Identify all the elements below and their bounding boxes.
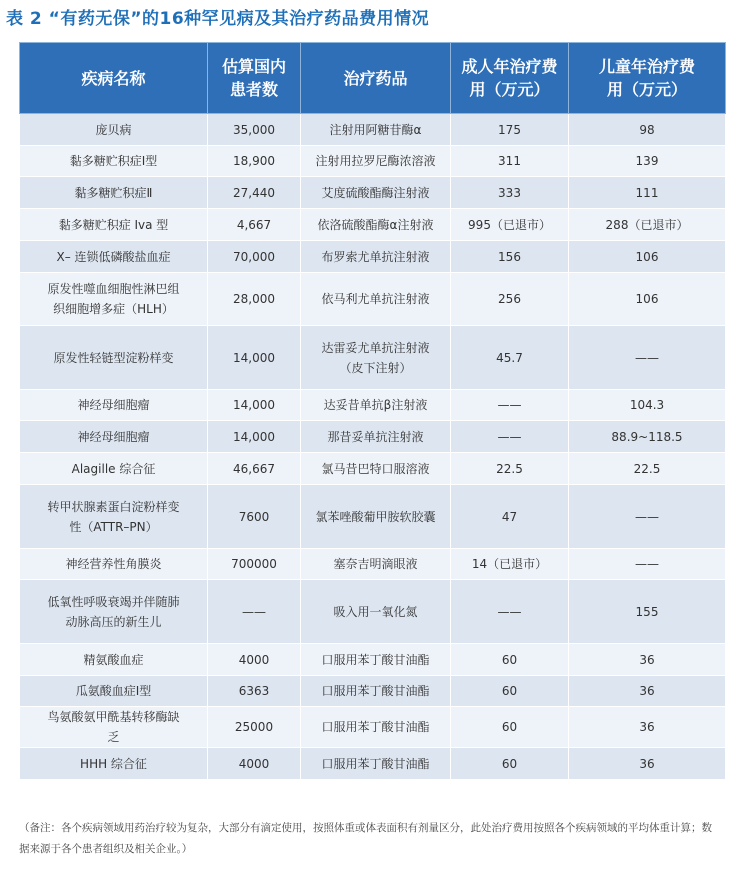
table-row <box>20 644 726 676</box>
cell-child-cost: 288（已退市） <box>569 209 726 241</box>
cell-drug: 氯苯唑酸葡甲胺软胶囊 <box>301 485 451 549</box>
table-row <box>20 209 726 241</box>
cell-disease-name: 瓜氨酸血症Ⅰ型 <box>20 676 208 707</box>
cell-patient-count: 700000 <box>208 549 301 580</box>
table-title: 表 2 “有药无保”的16种罕见病及其治疗药品费用情况 <box>6 9 430 29</box>
cell-child-cost: 104.3 <box>569 390 726 421</box>
cell-patient-count: 14,000 <box>208 421 301 453</box>
cell-disease-name: HHH 综合征 <box>20 748 208 780</box>
cell-disease-name: 黏多糖贮积症Ⅱ <box>20 177 208 209</box>
table-row <box>20 146 726 177</box>
cell-drug: 氯马昔巴特口服溶液 <box>301 453 451 485</box>
cell-child-cost: —— <box>569 485 726 549</box>
table-row <box>20 485 726 549</box>
cell-adult-cost: 60 <box>451 707 569 748</box>
table-row <box>20 676 726 707</box>
table-row <box>20 273 726 326</box>
cell-drug: 吸入用一氧化氮 <box>301 580 451 644</box>
cell-drug: 口服用苯丁酸甘油酯 <box>301 707 451 748</box>
cell-child-cost: 36 <box>569 676 726 707</box>
cell-child-cost: 22.5 <box>569 453 726 485</box>
table-row <box>20 549 726 580</box>
cell-adult-cost: 45.7 <box>451 326 569 390</box>
rare-disease-table <box>19 42 726 780</box>
cell-child-cost: 106 <box>569 241 726 273</box>
cell-disease-name: 神经营养性角膜炎 <box>20 549 208 580</box>
table-row <box>20 114 726 146</box>
cell-adult-cost: 156 <box>451 241 569 273</box>
cell-patient-count: 28,000 <box>208 273 301 326</box>
cell-patient-count: 25000 <box>208 707 301 748</box>
cell-adult-cost: 60 <box>451 644 569 676</box>
cell-drug: 塞奈吉明滴眼液 <box>301 549 451 580</box>
header-adult-cost: 成人年治疗费用（万元） <box>451 43 569 114</box>
header-drug: 治疗药品 <box>301 43 451 114</box>
cell-drug: 艾度硫酸酯酶注射液 <box>301 177 451 209</box>
cell-disease-name: 鸟氨酸氨甲酰基转移酶缺乏 <box>20 707 208 748</box>
cell-child-cost: 36 <box>569 748 726 780</box>
header-child-cost: 儿童年治疗费用（万元） <box>569 43 726 114</box>
header-patient-count: 估算国内患者数 <box>208 43 301 114</box>
cell-child-cost: —— <box>569 549 726 580</box>
cell-adult-cost: 175 <box>451 114 569 146</box>
cell-child-cost: 36 <box>569 644 726 676</box>
cell-disease-name: 黏多糖贮积症Ⅰ型 <box>20 146 208 177</box>
cell-drug: 口服用苯丁酸甘油酯 <box>301 748 451 780</box>
cell-child-cost: 155 <box>569 580 726 644</box>
header-disease-name: 疾病名称 <box>20 43 208 114</box>
cell-child-cost: 88.9~118.5 <box>569 421 726 453</box>
cell-adult-cost: 311 <box>451 146 569 177</box>
cell-patient-count: 6363 <box>208 676 301 707</box>
cell-adult-cost: 47 <box>451 485 569 549</box>
cell-patient-count: 14,000 <box>208 326 301 390</box>
table-row <box>20 390 726 421</box>
cell-patient-count: 70,000 <box>208 241 301 273</box>
cell-patient-count: 27,440 <box>208 177 301 209</box>
cell-adult-cost: 60 <box>451 676 569 707</box>
cell-disease-name: 精氨酸血症 <box>20 644 208 676</box>
cell-drug: 达雷妥尤单抗注射液（皮下注射） <box>301 326 451 390</box>
cell-adult-cost: 60 <box>451 748 569 780</box>
cell-patient-count: 4,667 <box>208 209 301 241</box>
table-row <box>20 748 726 780</box>
table-footnote: （备注：各个疾病领域用药治疗较为复杂，大部分有滴定使用，按照体重或体表面积有剂量区分，此处治疗费用按照各个疾病领域的平均体重计算；数据来源于各个患者组织及相关企业。） <box>19 822 712 855</box>
cell-drug: 口服用苯丁酸甘油酯 <box>301 644 451 676</box>
cell-adult-cost: 333 <box>451 177 569 209</box>
cell-patient-count: 4000 <box>208 748 301 780</box>
cell-adult-cost: 14（已退市） <box>451 549 569 580</box>
cell-drug: 那昔妥单抗注射液 <box>301 421 451 453</box>
cell-child-cost: —— <box>569 326 726 390</box>
cell-drug: 口服用苯丁酸甘油酯 <box>301 676 451 707</box>
cell-disease-name: 低氧性呼吸衰竭并伴随肺动脉高压的新生儿 <box>20 580 208 644</box>
table-row <box>20 421 726 453</box>
cell-child-cost: 111 <box>569 177 726 209</box>
cell-drug: 依马利尤单抗注射液 <box>301 273 451 326</box>
cell-adult-cost: 22.5 <box>451 453 569 485</box>
cell-patient-count: 18,900 <box>208 146 301 177</box>
cell-patient-count: 46,667 <box>208 453 301 485</box>
cell-drug: 依洛硫酸酯酶α注射液 <box>301 209 451 241</box>
cell-patient-count: 7600 <box>208 485 301 549</box>
table-row <box>20 453 726 485</box>
table-header-row <box>20 43 726 114</box>
cell-patient-count: 35,000 <box>208 114 301 146</box>
cell-adult-cost: —— <box>451 580 569 644</box>
cell-adult-cost: 995（已退市） <box>451 209 569 241</box>
cell-disease-name: X– 连锁低磷酸盐血症 <box>20 241 208 273</box>
table-row <box>20 241 726 273</box>
cell-drug: 注射用拉罗尼酶浓溶液 <box>301 146 451 177</box>
table-row <box>20 707 726 748</box>
cell-disease-name: 原发性噬血细胞性淋巴组织细胞增多症（HLH） <box>20 273 208 326</box>
cell-disease-name: 转甲状腺素蛋白淀粉样变性（ATTR–PN） <box>20 485 208 549</box>
cell-disease-name: 黏多糖贮积症 Iva 型 <box>20 209 208 241</box>
cell-disease-name: 神经母细胞瘤 <box>20 421 208 453</box>
cell-drug: 达妥昔单抗β注射液 <box>301 390 451 421</box>
table-row <box>20 177 726 209</box>
cell-child-cost: 98 <box>569 114 726 146</box>
cell-adult-cost: —— <box>451 390 569 421</box>
cell-drug: 布罗索尤单抗注射液 <box>301 241 451 273</box>
cell-disease-name: 庞贝病 <box>20 114 208 146</box>
cell-child-cost: 106 <box>569 273 726 326</box>
cell-patient-count: —— <box>208 580 301 644</box>
table-row <box>20 580 726 644</box>
cell-patient-count: 14,000 <box>208 390 301 421</box>
cell-child-cost: 36 <box>569 707 726 748</box>
cell-patient-count: 4000 <box>208 644 301 676</box>
cell-disease-name: Alagille 综合征 <box>20 453 208 485</box>
cell-adult-cost: 256 <box>451 273 569 326</box>
cell-disease-name: 神经母细胞瘤 <box>20 390 208 421</box>
cell-disease-name: 原发性轻链型淀粉样变 <box>20 326 208 390</box>
cell-adult-cost: —— <box>451 421 569 453</box>
table-row <box>20 326 726 390</box>
cell-child-cost: 139 <box>569 146 726 177</box>
cell-drug: 注射用阿糖苷酶α <box>301 114 451 146</box>
